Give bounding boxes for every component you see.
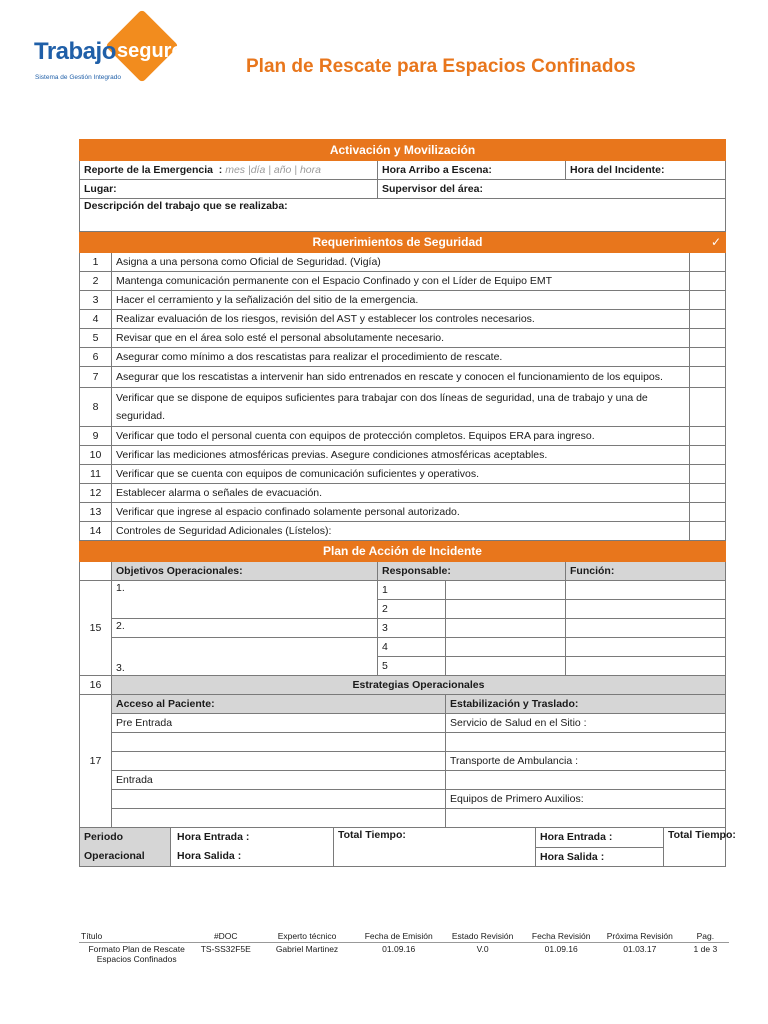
periodo-label-block [80, 828, 171, 866]
footer-header-cell: Experto técnico [257, 930, 357, 943]
hora-incidente-field[interactable]: Hora del Incidente: [566, 161, 726, 180]
requirement-row [80, 329, 726, 348]
footer-value-cell: Gabriel Martinez [275, 944, 339, 954]
requirement-text: Asegurar que los rescatistas a intervenir han sido entrenados en rescate y conocen el funcionamiento de los equipos. [112, 367, 690, 388]
requirement-checkbox[interactable] [690, 503, 726, 522]
requirement-row [80, 388, 726, 427]
requirement-text: Controles de Seguridad Adicionales (Lístelos): [112, 522, 690, 541]
estabilizacion-header: Estabilización y Traslado: [446, 695, 726, 714]
descripcion-field[interactable]: Descripción del trabajo que se realizaba: [80, 199, 726, 232]
requirement-text: Revisar que en el área solo esté el personal absolutamente necesario. [112, 329, 690, 348]
requirement-checkbox[interactable] [690, 272, 726, 291]
funcion-input[interactable] [566, 657, 726, 676]
requirement-number: 5 [80, 329, 112, 348]
responsable-number: 5 [378, 657, 446, 676]
requirement-checkbox[interactable] [690, 427, 726, 446]
funcion-input[interactable] [566, 581, 726, 600]
requirement-checkbox[interactable] [690, 367, 726, 388]
requirement-text: Verificar las mediciones atmosféricas previas. Asegure condiciones atmosféricas aceptables. [112, 446, 690, 465]
requirement-number: 9 [80, 427, 112, 446]
acceso-header: Acceso al Paciente: [112, 695, 446, 714]
footer-header-cell: Estado Revisión [441, 930, 525, 943]
periodo-label: Periodo [84, 831, 124, 843]
requerimientos-title: Requerimientos de Seguridad [312, 235, 483, 249]
requirement-text: Realizar evaluación de los riesgos, revisión del AST y establecer los controles necesarios. [112, 310, 690, 329]
requirement-number: 7 [80, 367, 112, 388]
requerimientos-list [80, 253, 726, 541]
requirement-row [80, 503, 726, 522]
footer-header-cell: Fecha de Emisión [357, 930, 441, 943]
requirement-text: Verificar que se cuenta con equipos de comunicación suficientes y operativos. [112, 465, 690, 484]
total-tiempo-1[interactable]: Total Tiempo: [334, 828, 536, 867]
section-requerimientos-header [80, 232, 726, 253]
row-number: 15 [80, 581, 112, 676]
requirement-number: 12 [80, 484, 112, 503]
estabilizacion-blank-input[interactable] [446, 809, 726, 828]
section-activacion-header: Activación y Movilización [80, 140, 726, 161]
requirement-row [80, 465, 726, 484]
requirement-text: Mantenga comunicación permanente con el Espacio Confinado y con el Líder de Equipo EMT [112, 272, 690, 291]
requirement-row [80, 291, 726, 310]
requirement-checkbox[interactable] [690, 484, 726, 503]
requirement-text: Verificar que todo el personal cuenta con equipos de protección completos. Equipos ERA para ingreso. [112, 427, 690, 446]
page-title: Plan de Rescate para Espacios Confinados [246, 56, 636, 77]
requirement-number: 14 [80, 522, 112, 541]
row-number: 17 [80, 695, 112, 828]
requirement-checkbox[interactable] [690, 329, 726, 348]
requirement-text: Verificar que se dispone de equipos suficientes para trabajar con dos líneas de seguridad, una de trabajo y una de seguridad. [112, 388, 690, 427]
requirement-checkbox[interactable] [690, 310, 726, 329]
transporte-field[interactable]: Transporte de Ambulancia : [446, 752, 726, 771]
responsable-input[interactable] [446, 581, 566, 600]
logo-word-trabajo: Trabajo [34, 38, 116, 65]
blank-cell [80, 562, 112, 581]
estrategias-header: Estrategias Operacionales [112, 676, 726, 695]
servicio-salud-field[interactable]: Servicio de Salud en el Sitio : [446, 714, 726, 733]
responsable-input[interactable] [446, 600, 566, 619]
requirement-checkbox[interactable] [690, 253, 726, 272]
estabilizacion-blank-input[interactable] [446, 771, 726, 790]
footer-values-row [79, 943, 729, 966]
requirement-row [80, 253, 726, 272]
logo-word-seguro: seguro [117, 40, 184, 62]
requirement-checkbox[interactable] [690, 465, 726, 484]
primeros-auxilios-field[interactable]: Equipos de Primero Auxilios: [446, 790, 726, 809]
footer-header-row [79, 930, 729, 943]
pre-entrada-field[interactable]: Pre Entrada [112, 714, 446, 733]
footer-header-cell: #DOC [194, 930, 257, 943]
acceso-blank-input[interactable] [112, 790, 446, 809]
footer-value-cell: 1 de 3 [693, 944, 718, 954]
check-column-icon: ✓ [710, 235, 721, 249]
footer-value-cell: TS-SS32F5E [200, 944, 251, 954]
requirement-row [80, 310, 726, 329]
rescue-plan-form [79, 139, 736, 867]
requirement-row [80, 348, 726, 367]
lugar-field[interactable]: Lugar: [80, 180, 378, 199]
requirement-number: 4 [80, 310, 112, 329]
requirement-row [80, 446, 726, 465]
requirement-checkbox[interactable] [690, 291, 726, 310]
objetivos-header: Objetivos Operacionales: [112, 562, 378, 581]
footer-value-cell: 01.09.16 [382, 944, 416, 954]
footer-header-cell: Próxima Revisión [598, 930, 682, 943]
requirement-number: 11 [80, 465, 112, 484]
requirement-number: 8 [80, 388, 112, 427]
requirement-text: Asigna a una persona como Oficial de Seguridad. (Vigía) [112, 253, 690, 272]
supervisor-field[interactable]: Supervisor del área: [378, 180, 726, 199]
requirement-text: Hacer el cerramiento y la señalización del sitio de la emergencia. [112, 291, 690, 310]
reporte-emergencia-cell[interactable]: Reporte de la Emergencia : mes |día | año | hora [80, 161, 378, 180]
section-plan-header: Plan de Acción de Incidente [80, 541, 726, 562]
requirement-number: 1 [80, 253, 112, 272]
acceso-blank-input[interactable] [112, 733, 446, 752]
funcion-input[interactable] [566, 638, 726, 657]
responsable-input[interactable] [446, 657, 566, 676]
footer-header-cell: Título [79, 930, 194, 943]
requirement-text: Verificar que ingrese al espacio confinado solamente personal autorizado. [112, 503, 690, 522]
requirement-row [80, 484, 726, 503]
requirement-checkbox[interactable] [690, 348, 726, 367]
responsable-number: 4 [378, 638, 446, 657]
operacional-label: Operacional [84, 850, 145, 862]
hora-salida-1: Hora Salida : [177, 850, 242, 862]
company-logo [24, 18, 214, 92]
requirement-row [80, 522, 726, 541]
estabilizacion-blank-input[interactable] [446, 733, 726, 752]
objetivo-2[interactable]: 2. [112, 619, 378, 638]
responsable-number: 3 [378, 619, 446, 638]
entrada-field[interactable]: Entrada [112, 771, 446, 790]
footer-value-cell: V.0 [476, 944, 489, 954]
reporte-label: Reporte de la Emergencia [84, 164, 213, 176]
requirement-checkbox[interactable] [690, 522, 726, 541]
footer-value-cell: 01.09.16 [544, 944, 578, 954]
requirement-row [80, 367, 726, 388]
requirement-number: 6 [80, 348, 112, 367]
hora-arribo-field[interactable]: Hora Arribo a Escena: [378, 161, 566, 180]
funcion-input[interactable] [566, 600, 726, 619]
objetivo-3[interactable]: 3. [112, 638, 378, 676]
requirement-row [80, 427, 726, 446]
hora-entrada-2[interactable]: Hora Entrada : [536, 828, 664, 848]
periodo-operacional-cell [80, 828, 334, 867]
footer-header-cell: Fecha Revisión [525, 930, 598, 943]
footer-value-cell: 01.03.17 [623, 944, 657, 954]
footer-table [79, 930, 729, 965]
requirement-checkbox[interactable] [690, 446, 726, 465]
acceso-blank-input[interactable] [112, 752, 446, 771]
requirement-text: Asegurar como mínimo a dos rescatistas para realizar el procedimiento de rescate. [112, 348, 690, 367]
reporte-placeholder: mes |día | año | hora [225, 164, 321, 176]
responsable-input[interactable] [446, 619, 566, 638]
hora-entrada-1: Hora Entrada : [177, 831, 250, 843]
hora-salida-2[interactable]: Hora Salida : [536, 847, 664, 867]
objetivo-1[interactable]: 1. [112, 581, 378, 619]
footer-header-cell: Pag. [682, 930, 729, 943]
row-number: 16 [80, 676, 112, 695]
acceso-blank-input[interactable] [112, 809, 446, 828]
requirement-row [80, 272, 726, 291]
responsable-header: Responsable: [378, 562, 566, 581]
requirement-number: 3 [80, 291, 112, 310]
document-footer [79, 930, 729, 965]
requirement-text: Establecer alarma o señales de evacuación. [112, 484, 690, 503]
funcion-input[interactable] [566, 619, 726, 638]
funcion-header: Función: [566, 562, 726, 581]
periodo-1-times[interactable] [171, 828, 333, 866]
total-tiempo-2[interactable]: Total Tiempo: [664, 828, 726, 867]
requirement-number: 10 [80, 446, 112, 465]
requirement-checkbox[interactable] [690, 388, 726, 427]
logo-subtitle: Sistema de Gestión Integrado [35, 74, 121, 81]
responsable-number: 1 [378, 581, 446, 600]
responsable-input[interactable] [446, 638, 566, 657]
footer-value-cell: Formato Plan de Rescate Espacios Confinados [88, 944, 185, 964]
responsable-number: 2 [378, 600, 446, 619]
requirement-number: 13 [80, 503, 112, 522]
requirement-number: 2 [80, 272, 112, 291]
